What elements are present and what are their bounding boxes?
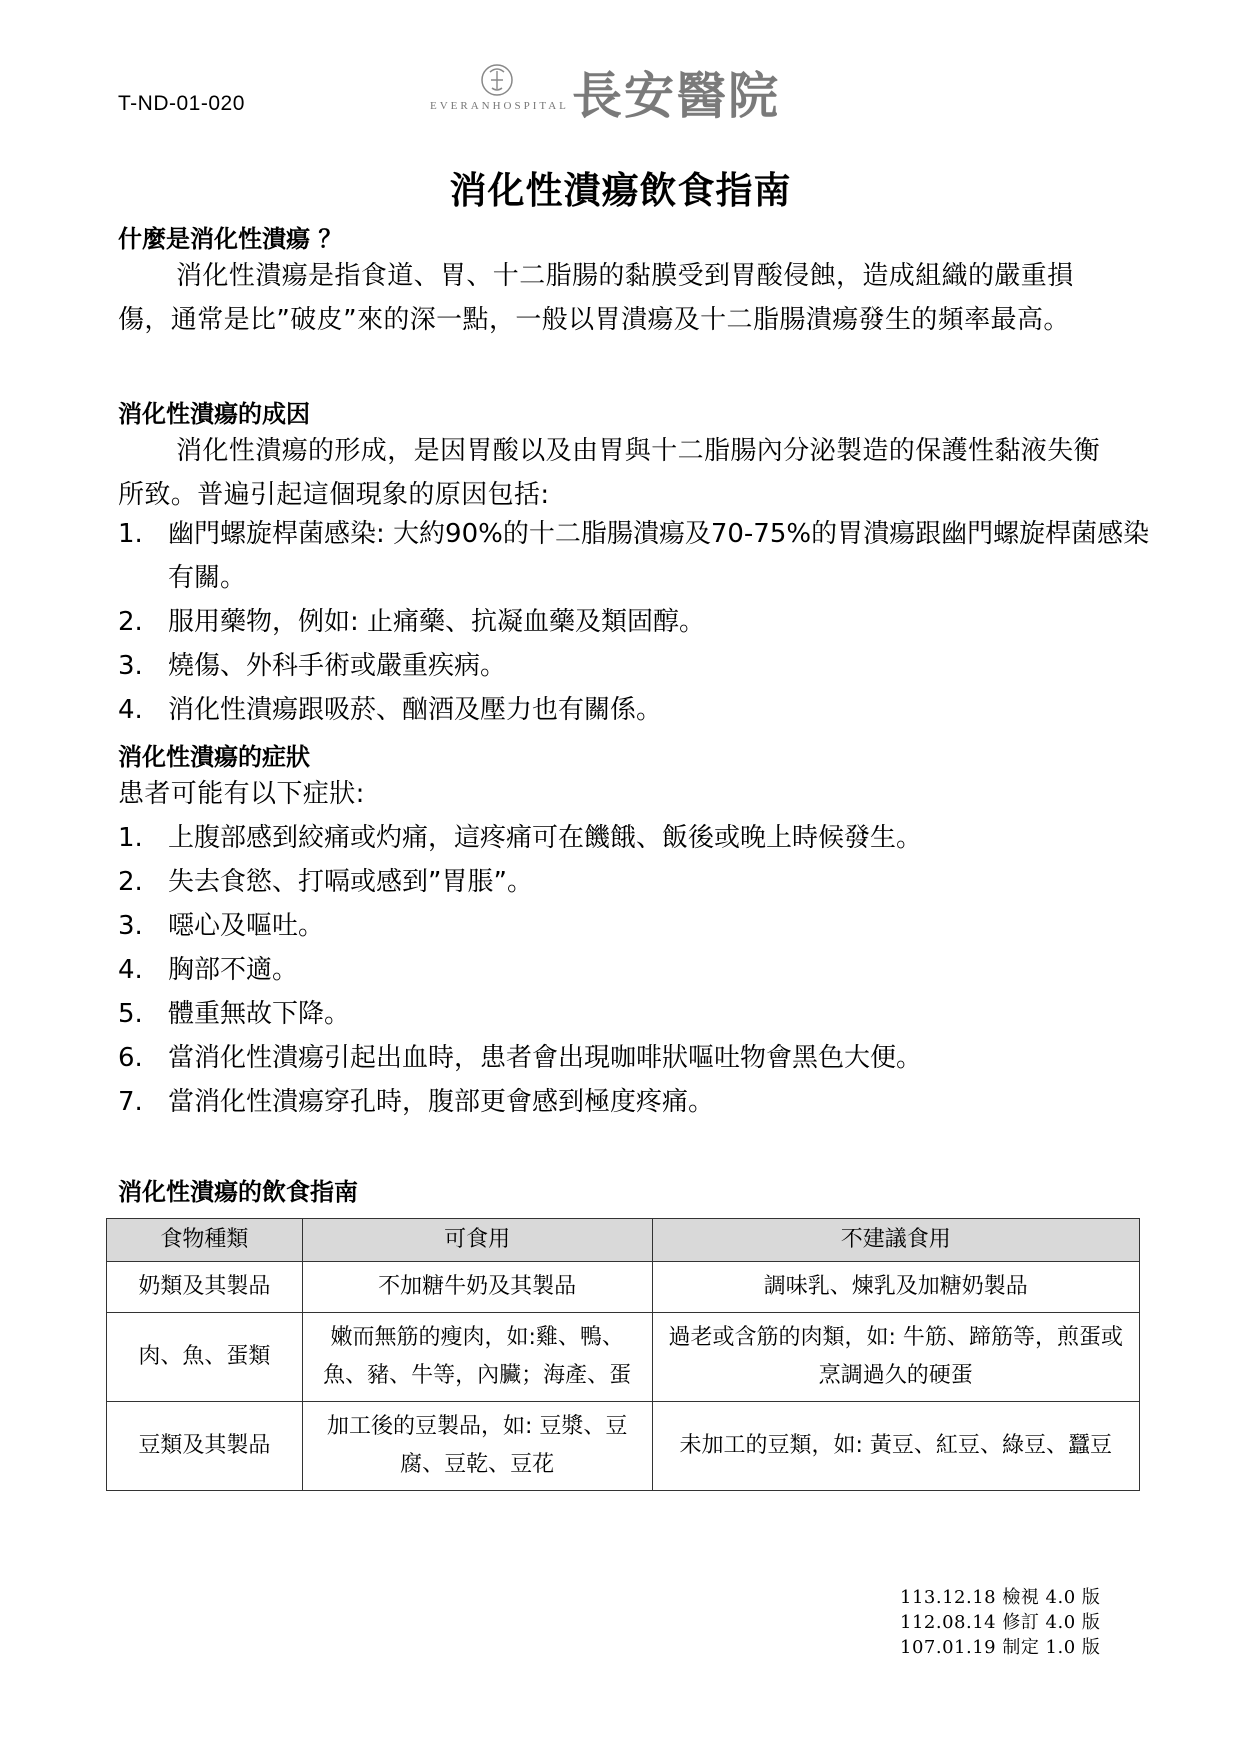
- list-item-number: 1.: [118, 519, 143, 549]
- column-header-edible: 可食用: [302, 1219, 652, 1262]
- list-item-text: 消化性潰瘍跟吸菸、酗酒及壓力也有關係。: [168, 695, 663, 725]
- version-history: [900, 1585, 1100, 1660]
- section-paragraph-definition: 消化性潰瘍是指食道、胃、十二脂腸的黏膜受到胃酸侵蝕，造成組織的嚴重損傷，通常是比”破皮”來的深一點，一般以胃潰瘍及十二脂腸潰瘍發生的頻率最高。: [118, 261, 1074, 335]
- table-cell: 奶類及其製品: [107, 1262, 303, 1313]
- list-item-number: 4.: [118, 955, 143, 985]
- section-heading-symptoms: 消化性潰瘍的症狀: [118, 743, 310, 771]
- list-item-number: 1.: [118, 823, 143, 853]
- table-cell: 未加工的豆類，如: 黃豆、紅豆、綠豆、蠶豆: [652, 1402, 1140, 1491]
- list-item-number: 3.: [118, 911, 143, 941]
- version-line: 107.01.19 制定 1.0 版: [900, 1637, 1101, 1658]
- list-item-text: 幽門螺旋桿菌感染: 大約90%的十二脂腸潰瘍及70-75%的胃潰瘍跟幽門螺旋桿菌感染有關。: [168, 519, 1150, 593]
- document-code: T-ND-01-020: [118, 92, 245, 115]
- list-item-text: 燒傷、外科手術或嚴重疾病。: [168, 651, 507, 681]
- page-title: 消化性潰瘍飲食指南: [449, 169, 792, 212]
- table-cell: 過老或含筋的肉類，如: 牛筋、蹄筋等，煎蛋或烹調過久的硬蛋: [652, 1313, 1140, 1402]
- list-item-text: 噁心及嘔吐。: [168, 911, 325, 941]
- column-header-food-type: 食物種類: [107, 1219, 303, 1262]
- list-item-text: 胸部不適。: [168, 955, 299, 985]
- list-item-text: 上腹部感到絞痛或灼痛，這疼痛可在饑餓、飯後或晚上時候發生。: [168, 823, 923, 853]
- column-header-not-recommended: 不建議食用: [652, 1219, 1140, 1262]
- table-cell: 肉、魚、蛋類: [107, 1313, 303, 1402]
- table-cell: 嫩而無筋的瘦肉，如:雞、鴨、魚、豬、牛等，內臟；海產、蛋: [302, 1313, 652, 1402]
- list-item-number: 6.: [118, 1043, 143, 1073]
- table-row: [107, 1402, 1140, 1491]
- section-heading-diet-guide: 消化性潰瘍的飲食指南: [118, 1178, 358, 1206]
- version-line: 112.08.14 修訂 4.0 版: [900, 1612, 1101, 1633]
- table-row: [107, 1262, 1140, 1313]
- list-item-text: 體重無故下降。: [168, 999, 351, 1029]
- list-item-number: 5.: [118, 999, 143, 1029]
- hospital-name-chinese: 長安醫院: [572, 66, 780, 125]
- list-item-number: 2.: [118, 867, 143, 897]
- table-cell: 調味乳、煉乳及加糖奶製品: [652, 1262, 1140, 1313]
- hospital-name-english: EVERANHOSPITAL: [430, 100, 569, 112]
- list-item-number: 2.: [118, 607, 143, 637]
- table-cell: 豆類及其製品: [107, 1402, 303, 1491]
- section-heading-causes: 消化性潰瘍的成因: [118, 400, 310, 428]
- list-item-number: 7.: [118, 1087, 143, 1117]
- table-row: [107, 1313, 1140, 1402]
- hospital-emblem-icon: [479, 62, 515, 98]
- table-header-row: [107, 1219, 1140, 1262]
- section-paragraph-symptoms-intro: 患者可能有以下症狀:: [118, 779, 365, 809]
- section-heading-what-is: 什麼是消化性潰瘍 ？: [118, 225, 343, 253]
- section-paragraph-causes: 消化性潰瘍的形成，是因胃酸以及由胃與十二脂腸內分泌製造的保護性黏液失衡所致。普遍引起這個現象的原因包括:: [118, 436, 1101, 510]
- table-cell: 不加糖牛奶及其製品: [302, 1262, 652, 1313]
- table-cell: 加工後的豆製品，如: 豆漿、豆腐、豆乾、豆花: [302, 1402, 652, 1491]
- diet-guide-table: [106, 1218, 1140, 1491]
- list-item-number: 4.: [118, 695, 143, 725]
- version-line: 113.12.18 檢視 4.0 版: [900, 1587, 1101, 1608]
- list-item-text: 失去食慾、打嗝或感到”胃脹”。: [168, 867, 533, 897]
- list-item-text: 當消化性潰瘍引起出血時，患者會出現咖啡狀嘔吐物會黑色大便。: [168, 1043, 923, 1073]
- list-item-number: 3.: [118, 651, 143, 681]
- list-item-text: 當消化性潰瘍穿孔時，腹部更會感到極度疼痛。: [168, 1087, 715, 1117]
- list-item-text: 服用藥物，例如: 止痛藥、抗凝血藥及類固醇。: [168, 607, 706, 637]
- hospital-logo: [430, 62, 830, 125]
